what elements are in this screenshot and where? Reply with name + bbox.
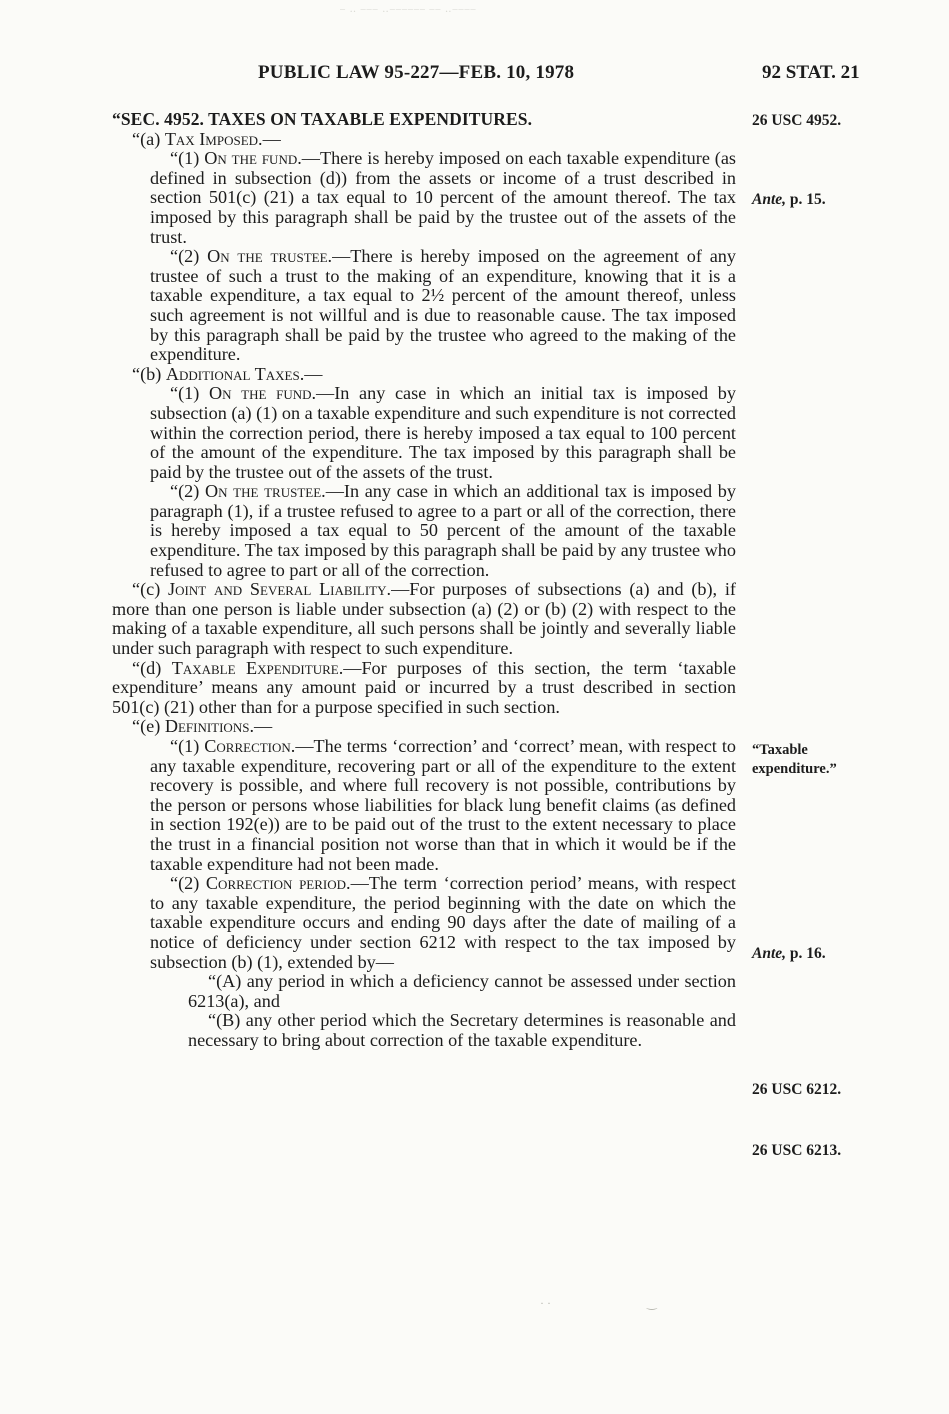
subsection-b-paragraph-1: “(1) On the fund.—In any case in which an initial tax is imposed by subsection (a) (1) on a taxable expenditure and such expenditure is not corrected within the correction period, there is hereby imposed a tax equal to 100 percent of the amount of the expenditure. The tax imposed by this paragraph shall be paid by the trustee out of the assets of the trust. bbox=[150, 383, 736, 482]
margin-note-taxable-expenditure: “Taxable expenditure.” bbox=[752, 742, 837, 777]
subsection-c: “(c) Joint and Several Liability.—For purposes of subsections (a) and (b), if more than one person is liable under subsection (a) (2) or (b) (2) with respect to the making of a taxable expenditure, all such persons shall be jointly and severally liable under such paragraph with respect to such expenditure. bbox=[112, 579, 736, 659]
subsection-a-heading: “(a) Tax Imposed.— bbox=[132, 128, 281, 149]
margin-note-26-usc-6213: 26 USC 6213. bbox=[752, 1142, 842, 1159]
subsection-a-paragraph-1: “(1) On the fund.—There is hereby imposed on each taxable expenditure (as defined in subsection (d)) from the assets or income of a trust described in section 501(c) (21) a tax equal to 10 percent of the amount thereof. The tax imposed by this paragraph shall be paid by the trustee out of the assets of the trust. bbox=[150, 148, 737, 247]
section-heading: “SEC. 4952. TAXES ON TAXABLE EXPENDITURES. bbox=[112, 109, 533, 129]
margin-note-ante-p16: Ante, p. 16. bbox=[752, 945, 826, 962]
subsection-b-heading: “(b) Additional Taxes.— bbox=[132, 363, 323, 384]
statute-page-number: 92 STAT. 21 bbox=[762, 62, 860, 83]
margin-note-26-usc-4952: 26 USC 4952. bbox=[752, 112, 842, 129]
subsection-e-subparagraph-B: “(B) any other period which the Secretary determines is reasonable and necessary to bring about correction of the taxable expenditure. bbox=[188, 1010, 736, 1050]
subsection-e-paragraph-2: “(2) Correction period.—The term ‘correction period’ means, with respect to any taxable expenditure, the period beginning with the date on which the taxable expenditure occurs and ending 90 days after the date of mailing of a notice of deficiency under section 6212 with respect to the tax imposed by subsection (b) (1), extended by— bbox=[150, 873, 736, 972]
margin-note-ante-p15: Ante, p. 15. bbox=[752, 191, 826, 208]
subsection-b-paragraph-2: “(2) On the trustee.—In any case in which an additional tax is imposed by paragraph (1), if a trustee refused to agree to a part or all of the correction, there is hereby imposed a tax equal to 50 percent of the amount of the taxable expenditure. The tax imposed by this paragraph shall be paid by any trustee who refused to agree to part or all of the correction. bbox=[150, 481, 736, 580]
subsection-d: “(d) Taxable Expenditure.—For purposes of this section, the term ‘taxable expenditure’ means any amount paid or incurred by a trust described in section 501(c) (21) other than for a purpose specified in such section. bbox=[112, 657, 736, 717]
running-head: PUBLIC LAW 95-227—FEB. 10, 1978 bbox=[258, 62, 575, 83]
subsection-a-paragraph-2: “(2) On the trustee.—There is hereby imposed on the agreement of any trustee of such a trust to the making of an expenditure, knowing that it is a taxable expenditure, a tax equal to 2½ percent of the amount thereof, unless such agreement is not willful and is due to reasonable cause. The tax imposed by this paragraph shall be paid by the trustee who agreed to the making of the expenditure. bbox=[150, 246, 736, 365]
subsection-e-heading: “(e) Definitions.— bbox=[132, 716, 273, 737]
statute-body bbox=[112, 110, 736, 1051]
margin-note-26-usc-6212: 26 USC 6212. bbox=[752, 1081, 842, 1098]
subsection-e-subparagraph-A: “(A) any period in which a deficiency cannot be assessed under section 6213(a), and bbox=[188, 971, 736, 1011]
subsection-e-paragraph-1: “(1) Correction.—The terms ‘correction’ and ‘correct’ mean, with respect to any taxable expenditure, recovering part or all of the expenditure to the extent recovery is possible, and where full recovery is not possible, contributions by the person or persons whose liabilities for black lung benefit claims (as defined in section 192(e)) are to be paid out of the trust to the extent necessary to place the trust in a financial position not worse than that in which it would be if the taxable expenditure had not been made. bbox=[150, 736, 736, 874]
scan-specks: · · ‿ bbox=[540, 1296, 657, 1310]
bleed-through-text: ‒ ‥ ‒‒‒ ‥‒‒‒‒‒‒ ‒‒ ‥‒‒‒‒ bbox=[340, 4, 477, 15]
